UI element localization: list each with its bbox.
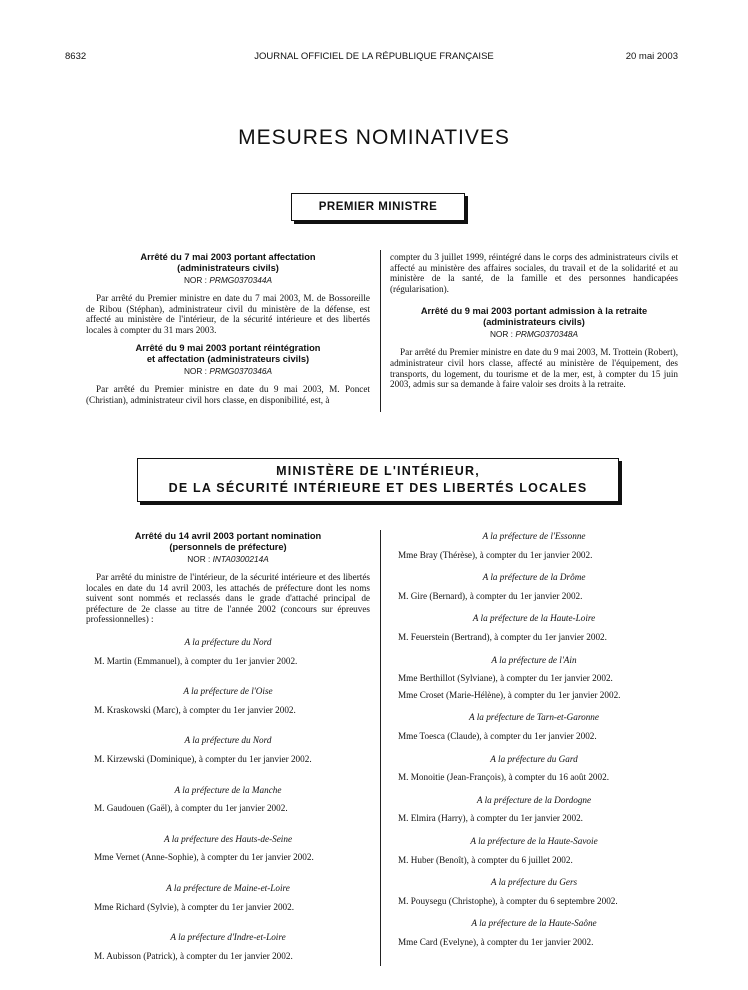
section-box-ministere-interieur	[137, 458, 619, 502]
appointment-entry: M. Elmira (Harry), à compter du 1er janvier 2002.	[398, 813, 583, 824]
appointment-entry: M. Kraskowski (Marc), à compter du 1er janvier 2002.	[94, 704, 296, 715]
appointment-entry: Mme Berthillot (Sylviane), à compter du 1er janvier 2002.	[398, 673, 613, 684]
appointment-entry: M. Feuerstein (Bertrand), à compter du 1er janvier 2002.	[398, 631, 607, 642]
prefecture-heading: A la préfecture de Tarn-et-Garonne	[469, 712, 599, 723]
interieur-right-column	[390, 531, 678, 959]
appointment-entry: Mme Croset (Marie-Hélène), à compter du 1er janvier 2002.	[398, 689, 621, 700]
article-subtitle: (administrateurs civils)	[177, 262, 279, 273]
article-text: Par arrêté du Premier ministre en date du 9 mai 2003, M. Poncet (Christian), administrateur civil hors classe, en disponibilité, est, à	[86, 384, 370, 405]
appointment-entry: M. Gire (Bernard), à compter du 1er janvier 2002.	[398, 590, 583, 601]
appointment-entry: M. Aubisson (Patrick), à compter du 1er janvier 2002.	[94, 950, 293, 961]
nor-reference: NOR : PRMG0370344A	[183, 275, 273, 285]
premier-left-column	[86, 252, 370, 414]
page-number: 8632	[65, 51, 87, 62]
prefecture-heading: A la préfecture de la Dordogne	[476, 794, 592, 805]
article-text-continued: compter du 3 juillet 1999, réintégré dans le corps des administrateurs civils et affecté au ministère des affaires sociales, du travail et de la solidarité et au ministère de la santé, de la famille et des personnes handicapées (régularisation).	[390, 252, 678, 294]
prefecture-heading: A la préfecture de l'Ain	[491, 654, 577, 665]
prefecture-heading: A la préfecture du Nord	[184, 735, 272, 746]
prefecture-heading: A la préfecture de la Drôme	[482, 572, 586, 583]
column-divider	[380, 250, 381, 412]
article-text: Par arrêté du ministre de l'intérieur, de la sécurité intérieure et des libertés locales en date du 14 avril 2003, les attachés de préfecture dont les noms suivent sont nommés et reclassés dans le grade d'attaché principal de préfecture de 2e classe au titre de l'année 2002 (concours sur épreuves professionnelles) :	[86, 572, 370, 625]
article-title: Arrêté du 9 mai 2003 portant admission à la retraite	[420, 306, 648, 317]
column-divider	[380, 530, 381, 966]
prefecture-heading: A la préfecture du Nord	[184, 636, 272, 647]
issue-date: 20 mai 2003	[625, 51, 678, 62]
appointment-entry: M. Kirzewski (Dominique), à compter du 1er janvier 2002.	[94, 753, 312, 764]
appointment-entry: M. Martin (Emmanuel), à compter du 1er janvier 2002.	[94, 655, 298, 666]
section-title-line1: MINISTÈRE DE L'INTÉRIEUR,	[276, 464, 480, 478]
section-title-line2: DE LA SÉCURITÉ INTÉRIEURE ET DES LIBERTÉS LOCALES	[168, 481, 588, 495]
article-text: Par arrêté du Premier ministre en date du 9 mai 2003, M. Trottein (Robert), administrateur civil hors classe, affecté au ministère de l'équipement, des transports, du logement, du tourisme et de la mer, est, à compter du 15 juin 2003, admis sur sa demande à faire valoir ses droits à la retraite.	[390, 347, 678, 390]
section-title: PREMIER MINISTRE	[318, 201, 438, 213]
article-title: Arrêté du 7 mai 2003 portant affectation	[140, 252, 316, 262]
prefecture-heading: A la préfecture de l'Essonne	[482, 531, 586, 541]
appointment-entry: Mme Bray (Thérèse), à compter du 1er janvier 2002.	[398, 549, 593, 560]
nor-reference: NOR : INTA0300214A	[187, 554, 269, 564]
appointments-list-left	[86, 637, 370, 961]
premier-right-column	[390, 252, 678, 398]
prefecture-heading: A la préfecture du Gers	[490, 877, 578, 888]
appointment-entry: Mme Card (Evelyne), à compter du 1er janvier 2002.	[398, 936, 594, 947]
appointment-entry: M. Monoitie (Jean-François), à compter du 16 août 2002.	[398, 772, 610, 783]
nor-reference: NOR : PRMG0370346A	[183, 366, 273, 377]
appointment-entry: Mme Toesca (Claude), à compter du 1er janvier 2002.	[398, 730, 597, 741]
prefecture-heading: A la préfecture de la Haute-Saône	[471, 918, 597, 929]
page-title: MESURES NOMINATIVES	[238, 126, 510, 149]
prefecture-heading: A la préfecture d'Indre-et-Loire	[170, 932, 286, 943]
prefecture-heading: A la préfecture du Gard	[490, 753, 578, 764]
prefecture-heading: A la préfecture de la Manche	[174, 784, 282, 795]
interieur-left-column	[86, 531, 370, 981]
prefecture-heading: A la préfecture de la Haute-Savoie	[470, 835, 598, 846]
appointment-entry: M. Pouysegu (Christophe), à compter du 6 septembre 2002.	[398, 895, 618, 906]
journal-title: JOURNAL OFFICIEL DE LA RÉPUBLIQUE FRANÇAISE	[254, 51, 494, 62]
appointment-entry: Mme Richard (Sylvie), à compter du 1er janvier 2002.	[94, 901, 295, 912]
article-title: Arrêté du 14 avril 2003 portant nomination	[134, 531, 322, 541]
article-title: Arrêté du 9 mai 2003 portant réintégration	[135, 343, 321, 354]
article-subtitle: (personnels de préfecture)	[169, 541, 287, 552]
article-subtitle: et affectation (administrateurs civils)	[146, 353, 310, 364]
appointment-entry: M. Huber (Benoît), à compter du 6 juillet 2002.	[398, 854, 573, 865]
prefecture-heading: A la préfecture de Maine-et-Loire	[166, 882, 290, 893]
article-subtitle: (administrateurs civils)	[483, 316, 585, 327]
prefecture-heading: A la préfecture des Hauts-de-Seine	[163, 833, 293, 844]
prefecture-heading: A la préfecture de l'Oise	[183, 686, 273, 697]
nor-reference: NOR : PRMG0370348A	[489, 329, 579, 340]
prefecture-heading: A la préfecture de la Haute-Loire	[472, 613, 596, 624]
appointments-list-right	[390, 531, 678, 947]
appointment-entry: M. Gaudouen (Gaël), à compter du 1er janvier 2002.	[94, 803, 288, 814]
article-text: Par arrêté du Premier ministre en date du 7 mai 2003, M. de Bossoreille de Ribou (Stéphan), administrateur civil du ministère de la défense, est affecté au ministère de l'intérieur, de la sécurité intérieure et des libertés locales à compter du 31 mars 2003.	[86, 293, 370, 335]
section-box-premier-ministre	[291, 193, 465, 221]
appointment-entry: Mme Vernet (Anne-Sophie), à compter du 1er janvier 2002.	[94, 852, 314, 863]
